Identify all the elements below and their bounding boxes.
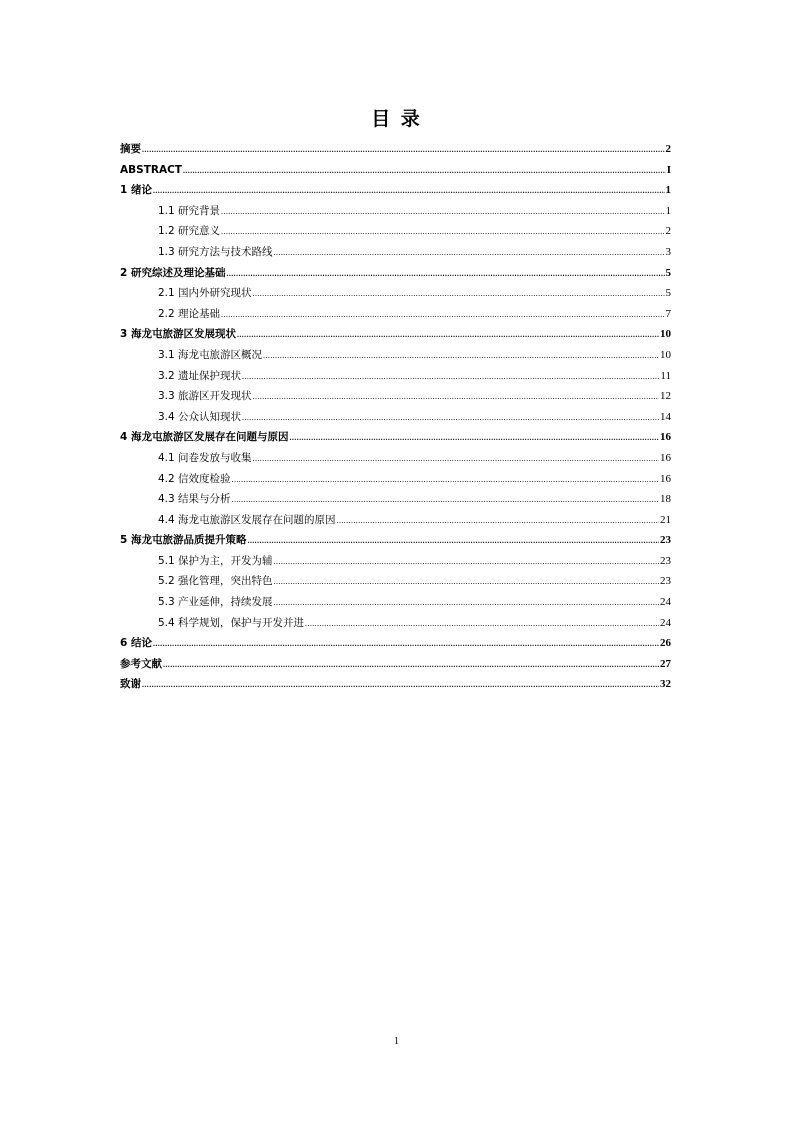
toc-entry-page-number: 18 (660, 493, 671, 506)
toc-dot-leader (221, 304, 664, 326)
toc-entry-label: 参考文献 (120, 657, 162, 670)
toc-dot-leader (305, 613, 659, 635)
toc-entry-page-number: 12 (660, 390, 671, 403)
toc-dot-leader (232, 489, 659, 511)
toc-section-entry[interactable] (120, 386, 671, 407)
toc-entry-label: 5.4 科学规划，保护与开发并进 (158, 616, 305, 629)
toc-entry-label: 3 海龙屯旅游区发展现状 (120, 328, 236, 341)
toc-entry-label: ABSTRACT (120, 163, 182, 176)
toc-entry-page-number: 24 (660, 616, 671, 629)
toc-entry-page-number: 10 (660, 348, 671, 361)
toc-entry-page-number: 3 (665, 245, 671, 258)
toc-entry-label: 1 绪论 (120, 184, 152, 197)
toc-section-entry[interactable] (120, 571, 671, 592)
toc-section-entry[interactable] (120, 201, 671, 222)
toc-section-entry[interactable] (120, 407, 671, 428)
toc-dot-leader (221, 221, 664, 243)
toc-section-entry[interactable] (120, 242, 671, 263)
toc-dot-leader (242, 366, 659, 388)
toc-entry-label: 4 海龙屯旅游区发展存在问题与原因 (120, 431, 289, 444)
toc-entry-label: 4.2 信效度检验 (158, 472, 231, 485)
toc-entry-page-number: 2 (665, 143, 671, 155)
toc-entry-label: 3.2 遗址保护现状 (158, 369, 242, 382)
toc-dot-leader (274, 592, 659, 614)
toc-chapter-entry[interactable] (120, 160, 671, 181)
toc-entry-label: 5.3 产业延伸，持续发展 (158, 596, 273, 609)
toc-entry-label: 2.2 理论基础 (158, 307, 221, 320)
toc-entry-label: 3.1 海龙屯旅游区概况 (158, 348, 263, 361)
toc-entry-page-number: 10 (660, 328, 671, 341)
toc-chapter-entry[interactable] (120, 139, 671, 160)
toc-section-entry[interactable] (120, 613, 671, 634)
toc-chapter-entry[interactable] (120, 530, 671, 551)
toc-dot-leader (274, 571, 659, 593)
toc-chapter-entry[interactable] (120, 674, 671, 695)
toc-entry-label: 3.3 旅游区开发现状 (158, 390, 252, 403)
toc-title: 目 录 (371, 108, 422, 130)
toc-section-entry[interactable] (120, 551, 671, 572)
toc-entry-page-number: 2 (665, 225, 671, 238)
toc-dot-leader (253, 386, 659, 408)
toc-dot-leader (289, 427, 659, 449)
toc-dot-leader (226, 263, 664, 285)
toc-dot-leader (232, 469, 659, 491)
toc-entry-label: 4.4 海龙屯旅游区发展存在问题的原因 (158, 513, 336, 526)
toc-entry-page-number: 1 (665, 184, 671, 197)
toc-dot-leader (153, 633, 659, 655)
toc-dot-leader (274, 551, 659, 573)
toc-list (120, 139, 671, 695)
toc-dot-leader (253, 448, 659, 470)
toc-entry-page-number: 26 (660, 637, 671, 650)
toc-section-entry[interactable] (120, 283, 671, 304)
toc-entry-label: 致谢 (120, 678, 141, 691)
toc-entry-label: 1.1 研究背景 (158, 204, 221, 217)
toc-entry-label: 5.2 强化管理，突出特色 (158, 575, 273, 588)
toc-section-entry[interactable] (120, 469, 671, 490)
toc-chapter-entry[interactable] (120, 427, 671, 448)
toc-entry-page-number: 11 (660, 369, 671, 382)
toc-section-entry[interactable] (120, 510, 671, 531)
toc-entry-label: 4.3 结果与分析 (158, 493, 231, 506)
toc-entry-label: 4.1 问卷发放与收集 (158, 451, 252, 464)
toc-entry-label: 摘要 (120, 143, 141, 155)
toc-dot-leader (263, 345, 659, 367)
toc-dot-leader (221, 201, 664, 223)
toc-entry-page-number: I (666, 163, 671, 176)
toc-section-entry[interactable] (120, 304, 671, 325)
toc-dot-leader (274, 242, 665, 264)
toc-dot-leader (247, 530, 659, 552)
toc-dot-leader (163, 654, 659, 676)
toc-entry-label: 6 结论 (120, 637, 152, 650)
toc-section-entry[interactable] (120, 221, 671, 242)
toc-entry-page-number: 32 (660, 678, 671, 691)
toc-entry-label: 1.2 研究意义 (158, 225, 221, 238)
toc-section-entry[interactable] (120, 366, 671, 387)
toc-entry-page-number: 16 (660, 472, 671, 485)
toc-chapter-entry[interactable] (120, 180, 671, 201)
toc-entry-page-number: 1 (665, 204, 671, 217)
toc-entry-page-number: 23 (660, 575, 671, 588)
toc-entry-label: 1.3 研究方法与技术路线 (158, 245, 273, 258)
toc-entry-label: 3.4 公众认知现状 (158, 410, 242, 423)
toc-dot-leader (242, 407, 659, 429)
toc-entry-page-number: 24 (660, 596, 671, 609)
toc-section-entry[interactable] (120, 489, 671, 510)
toc-entry-label: 5 海龙屯旅游品质提升策略 (120, 534, 247, 547)
toc-chapter-entry[interactable] (120, 633, 671, 654)
toc-entry-page-number: 21 (660, 513, 671, 526)
toc-entry-page-number: 16 (660, 451, 671, 464)
toc-entry-page-number: 23 (660, 554, 671, 567)
toc-section-entry[interactable] (120, 345, 671, 366)
toc-dot-leader (183, 160, 666, 182)
toc-entry-page-number: 16 (660, 431, 671, 444)
toc-dot-leader (337, 510, 659, 532)
toc-entry-page-number: 5 (665, 287, 671, 300)
toc-chapter-entry[interactable] (120, 324, 671, 345)
toc-dot-leader (253, 283, 665, 305)
toc-dot-leader (142, 674, 659, 696)
toc-entry-page-number: 23 (660, 534, 671, 547)
toc-entry-label: 5.1 保护为主，开发为辅 (158, 554, 273, 567)
toc-entry-page-number: 14 (660, 410, 671, 423)
toc-entry-label: 2 研究综述及理论基础 (120, 266, 226, 279)
toc-dot-leader (153, 180, 665, 202)
toc-entry-page-number: 5 (665, 266, 671, 279)
toc-entry-label: 2.1 国内外研究现状 (158, 287, 252, 300)
toc-entry-page-number: 27 (660, 657, 671, 670)
toc-section-entry[interactable] (120, 592, 671, 613)
toc-dot-leader (237, 324, 659, 346)
toc-chapter-entry[interactable] (120, 263, 671, 284)
toc-dot-leader (142, 139, 665, 161)
toc-entry-page-number: 7 (665, 307, 671, 320)
toc-chapter-entry[interactable] (120, 654, 671, 675)
toc-section-entry[interactable] (120, 448, 671, 469)
page-number: 1 (394, 1036, 399, 1047)
